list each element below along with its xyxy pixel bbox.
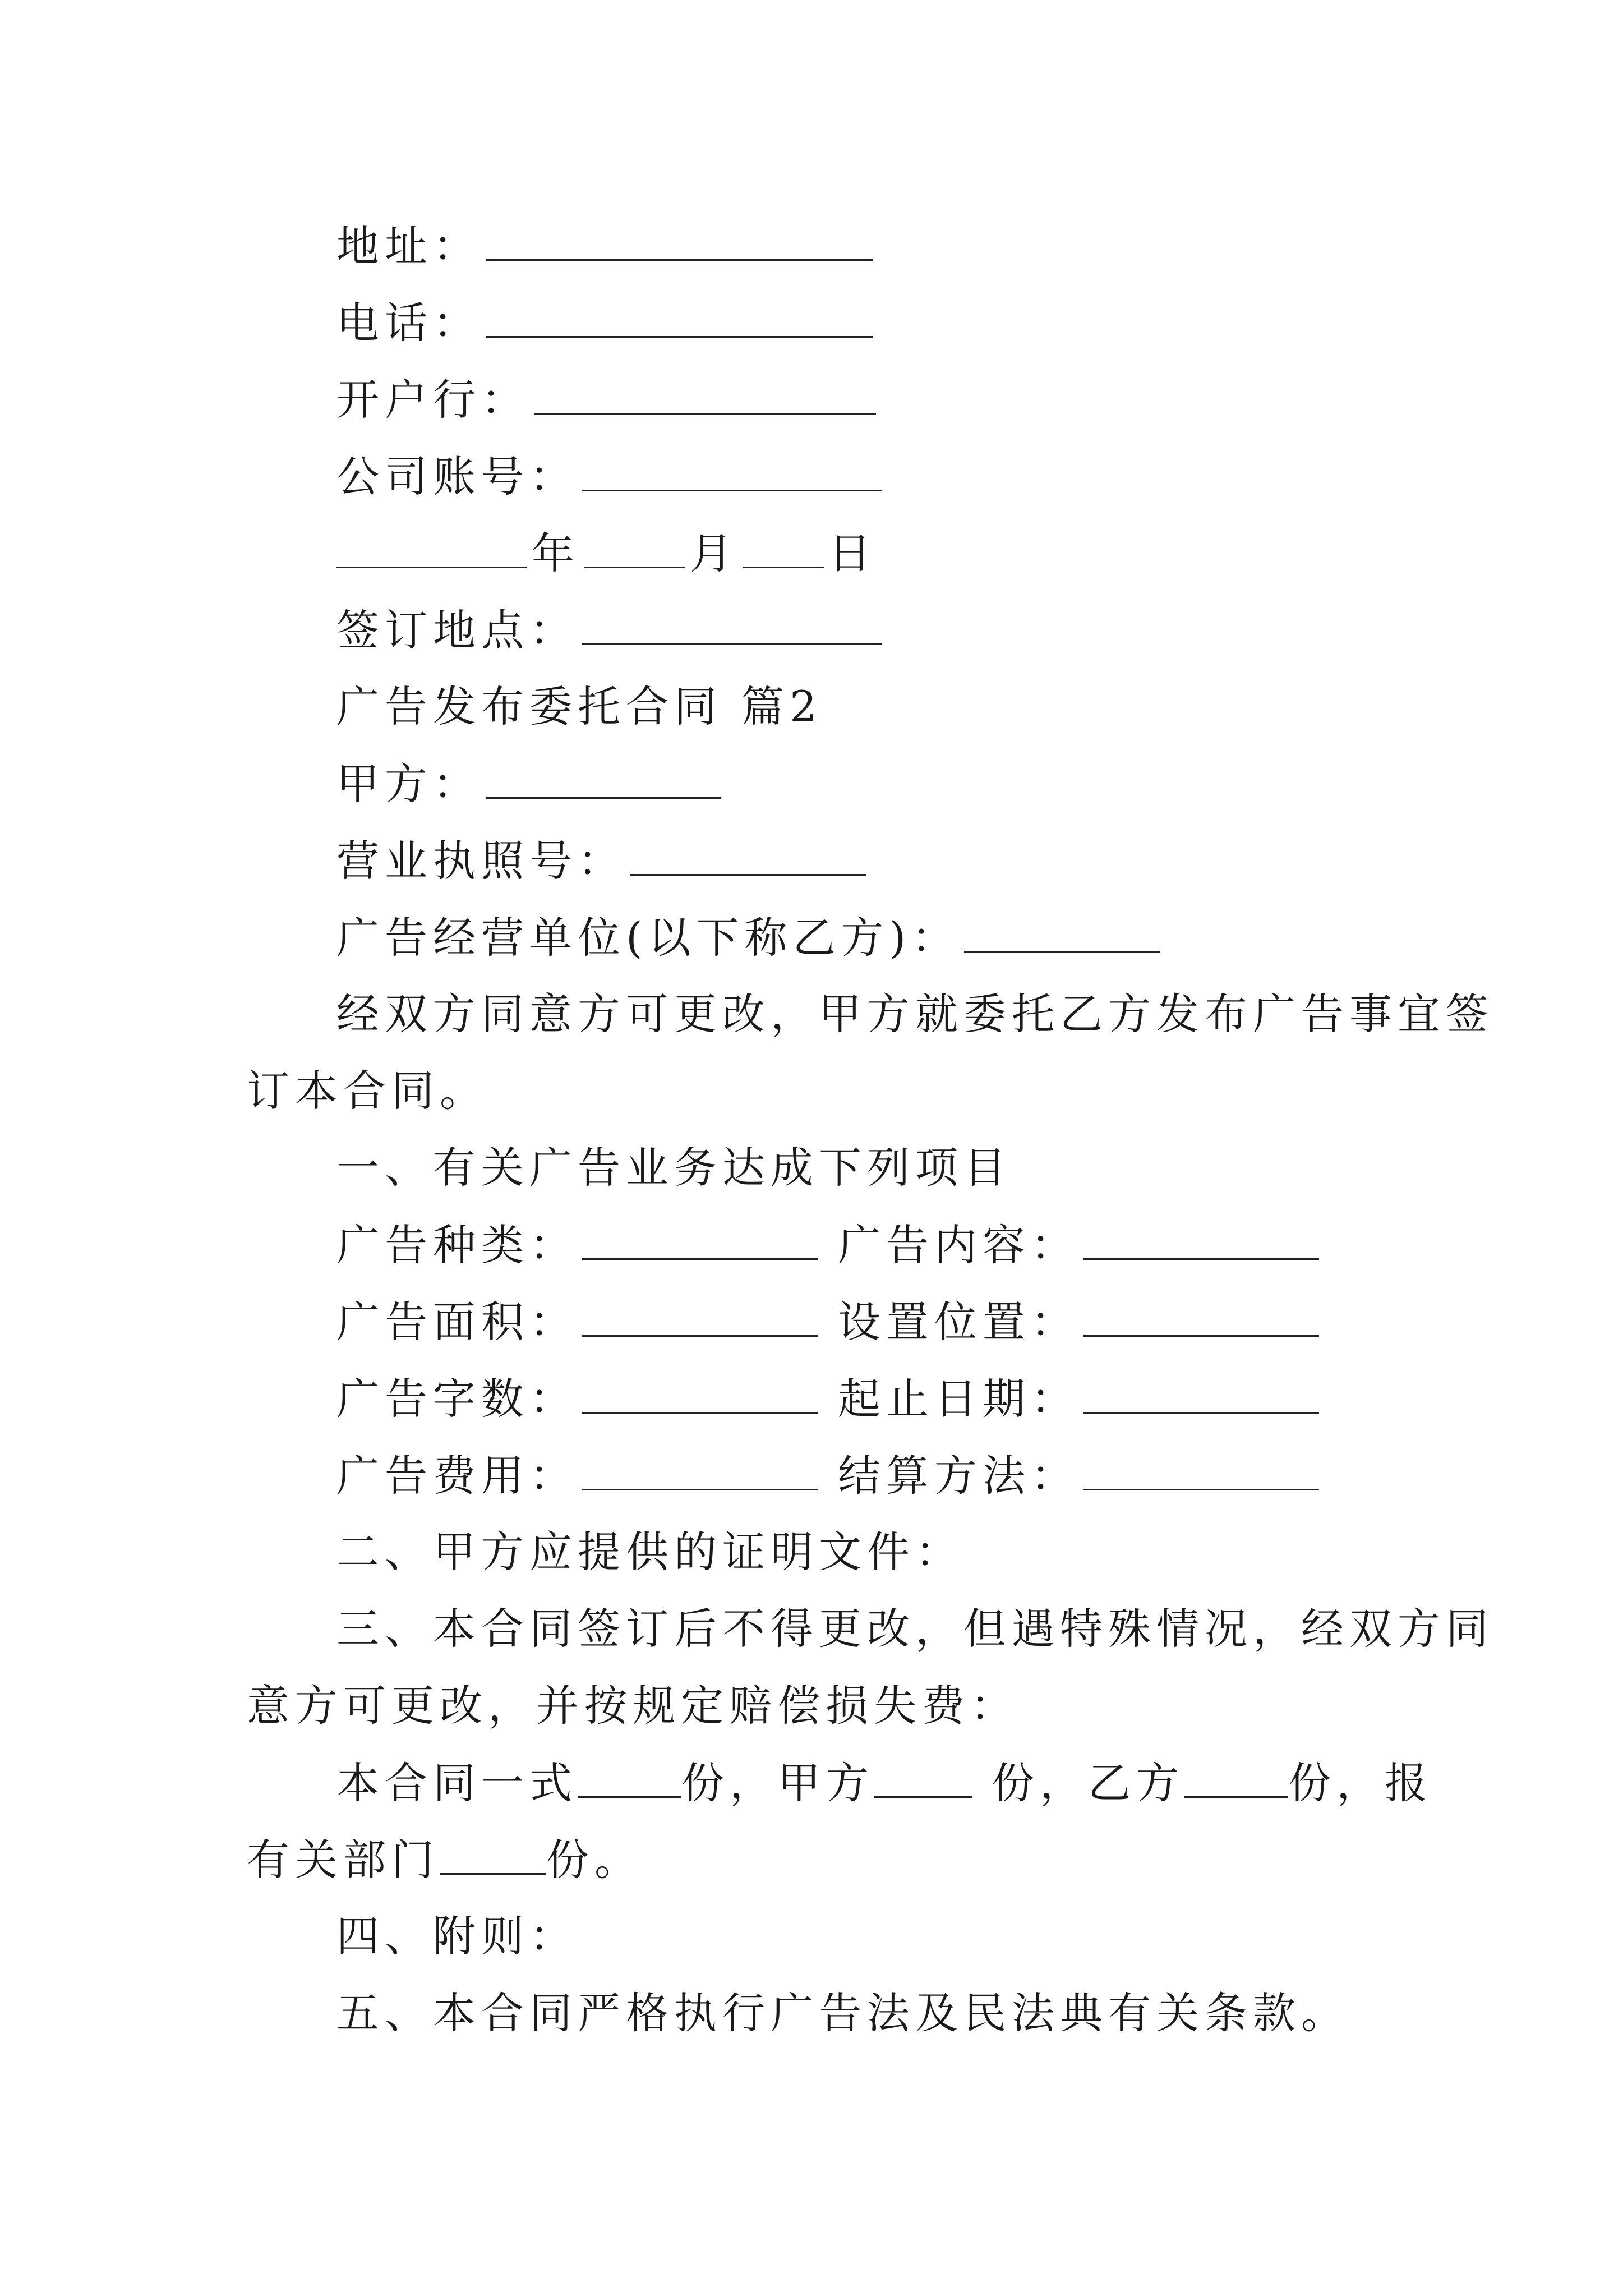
party-a-blank[interactable] <box>486 762 721 799</box>
bank-blank[interactable] <box>534 378 876 415</box>
item-2: 二、甲方应提供的证明文件： <box>336 1527 963 1577</box>
phone-label: 电话： <box>336 298 481 348</box>
party-a-line <box>336 759 726 809</box>
copies-text-5: 有关部门 <box>247 1835 440 1885</box>
license-blank[interactable] <box>630 839 866 876</box>
license-label: 营业执照号： <box>336 836 626 886</box>
copies-text-6: 份。 <box>546 1835 643 1885</box>
field-row-3 <box>336 1374 1324 1424</box>
party-b-blank[interactable] <box>964 916 1160 953</box>
party-a-label: 甲方： <box>336 759 481 809</box>
phone-blank[interactable] <box>486 301 873 338</box>
field-settlement-label: 结算方法： <box>838 1451 1079 1501</box>
party-b-line <box>336 913 1165 963</box>
place-label: 签订地点： <box>336 605 578 655</box>
field-words-label: 广告字数： <box>336 1374 578 1424</box>
field-area-label: 广告面积： <box>336 1297 578 1347</box>
day-label: 日 <box>828 528 877 578</box>
month-blank[interactable] <box>584 532 685 568</box>
field-row-2 <box>336 1297 1324 1347</box>
item-1: 一、有关广告业务达成下列项目 <box>336 1143 1012 1193</box>
item-4: 四、附则： <box>336 1911 578 1961</box>
party-b-label: 广告经营单位(以下称乙方)： <box>336 913 960 963</box>
intro-line-2: 订本合同。 <box>247 1066 488 1116</box>
place-line <box>336 605 887 655</box>
copies-text-4: 份，报 <box>1288 1758 1433 1808</box>
field-cost-label: 广告费用： <box>336 1451 578 1501</box>
field-content-blank[interactable] <box>1083 1223 1319 1260</box>
address-blank[interactable] <box>486 224 873 261</box>
item-5: 五、本合同严格执行广告法及民法典有关条款。 <box>336 1988 1349 2038</box>
field-words-blank[interactable] <box>582 1377 818 1414</box>
account-label: 公司账号： <box>336 452 578 501</box>
section-title: 广告发布委托合同 篇2 <box>336 682 823 731</box>
month-label: 月 <box>690 528 738 578</box>
place-blank[interactable] <box>582 609 882 645</box>
year-label: 年 <box>532 528 580 578</box>
field-area-blank[interactable] <box>582 1300 818 1337</box>
field-dates-label: 起止日期： <box>838 1374 1079 1424</box>
phone-line <box>336 298 877 348</box>
day-blank[interactable] <box>743 532 824 568</box>
address-line <box>336 221 877 271</box>
copies-total-blank[interactable] <box>578 1761 681 1798</box>
field-type-label: 广告种类： <box>336 1220 578 1270</box>
copies-text-3: 份，乙方 <box>972 1758 1185 1808</box>
field-cost-blank[interactable] <box>582 1454 818 1490</box>
copies-dept-blank[interactable] <box>440 1838 546 1875</box>
field-row-4 <box>336 1451 1324 1501</box>
copies-line-1 <box>336 1758 1433 1808</box>
field-type-blank[interactable] <box>582 1223 818 1260</box>
account-blank[interactable] <box>582 455 882 491</box>
copies-party-a-blank[interactable] <box>874 1761 972 1798</box>
bank-label: 开户行： <box>336 375 529 425</box>
field-content-label: 广告内容： <box>838 1220 1079 1270</box>
intro-line-1: 经双方同意方可更改，甲方就委托乙方发布广告事宜签 <box>336 989 1494 1039</box>
date-line <box>336 528 877 578</box>
copies-text-1: 本合同一式 <box>336 1758 578 1808</box>
field-dates-blank[interactable] <box>1083 1377 1319 1414</box>
address-label: 地址： <box>336 221 481 271</box>
field-position-label: 设置位置： <box>838 1297 1079 1347</box>
item-3-line-1: 三、本合同签订后不得更改，但遇特殊情况，经双方同 <box>336 1604 1494 1654</box>
license-line <box>336 836 870 886</box>
field-position-blank[interactable] <box>1083 1300 1319 1337</box>
copies-line-2 <box>247 1835 643 1885</box>
item-3-line-2: 意方可更改，并按规定赔偿损失费： <box>247 1681 1018 1731</box>
copies-text-2: 份，甲方 <box>681 1758 874 1808</box>
field-settlement-blank[interactable] <box>1083 1454 1319 1490</box>
account-line <box>336 452 887 501</box>
year-blank[interactable] <box>336 532 527 568</box>
field-row-1 <box>336 1220 1324 1270</box>
copies-party-b-blank[interactable] <box>1184 1761 1288 1798</box>
bank-line <box>336 375 880 425</box>
